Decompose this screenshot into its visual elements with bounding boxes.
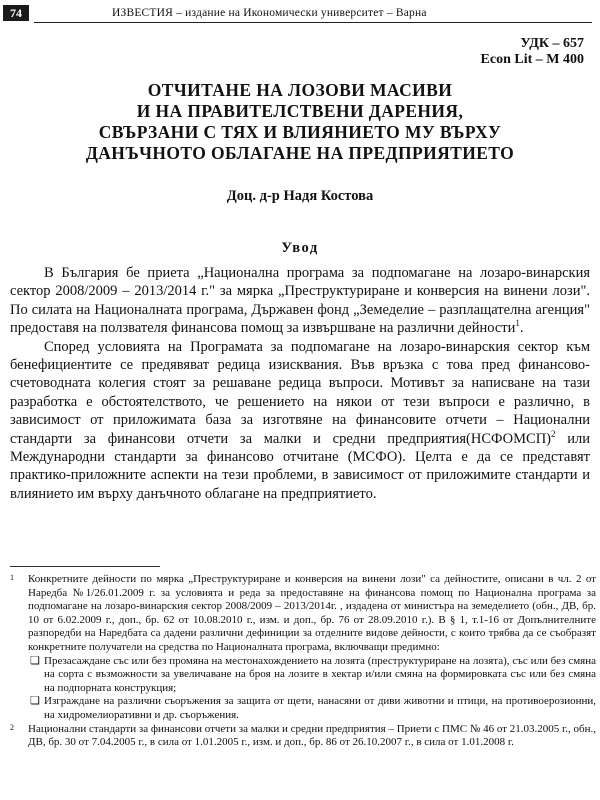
classification-codes (481, 36, 584, 68)
paragraph-2-text-a: Според условията на Програмата за подпомагане на лозаро-винарския сектор към бенефициентите се предявяват редица изисквания. Във връзка с това пред финансово-счетоводната колегия стоят за решаване редица въпроси. Мотивът за написване на тази разработка е обстоятелството, че решението на някои от тези въпроси е различно, в зависимост от приложимата база за изготвяне на финансовите отчети – Национални стандарти за финансови отчети за малки и средни предприятия(НСФОМСП) (10, 338, 590, 447)
footnote-1 (10, 573, 596, 723)
body-text (10, 264, 590, 503)
paragraph-1-end: . (519, 320, 524, 337)
author-name: Доц. д-р Надя Костова (226, 188, 374, 204)
footnote-1-number: 1 (10, 573, 14, 582)
footnote-1-bullets (28, 655, 596, 723)
page-number: 74 (3, 5, 29, 21)
paragraph-2 (10, 338, 590, 504)
paragraph-1-text: В България бе приета „Национална програма за подпомагане на лозаро-винарския сектор 2008/2009 – 2013/2014 г." за мярка „Преструктуриране и конверсия на винени лози". По силата на Националната програма, Държавен фонд „Земеделие – разплащателна агенция" предоставя на ползвателя финансова помощ за извършване на различни дейности (10, 265, 590, 337)
section-heading: Увод (281, 240, 319, 256)
footnote-1-text: Конкретните дейности по мярка „Преструктуриране и конверсия на винени лози" са дейностите, описани в чл. 2 от Наредба №1/26.01.2009 г. за условията и реда за предоставяне на финансова помощ по Национална програма за подпомагане на лозаро-винарския сектор 2008/2009 – 2013/2014г. , издадена от министъра на земеделието (обн., ДВ, бр. 10 от 6.02.2009 г., доп., бр. 62 от 10.08.2010 г., изм. и доп., бр. 76 от 28.09.2010 г.). В § 1, т.1-16 от Допълнителните разпоредби на Наредбата са дадени различни дефиниции за отделните видове дейности, с които трябва да се съобразят конкретните получатели на средства по Националната програма, включващи предимно: (28, 573, 596, 653)
footnote-2 (10, 723, 596, 750)
footnote-rule (10, 566, 160, 567)
running-head: ИЗВЕСТИЯ – издание на Икономически университет – Варна (112, 7, 427, 19)
header-rule (34, 22, 592, 23)
footnote-2-text: Национални стандарти за финансови отчети за малки и средни предприятия – Приети с ПМС № 46 от 21.03.2005 г., обн., ДВ, бр. 30 от 7.04.2005 г., в сила от 1.01.2005 г., изм. и доп., бр. 86 от 26.10.2007 г., в сила от 1.01.2008 г. (28, 722, 596, 749)
bullet-icon: ❏ (30, 695, 40, 708)
econlit-code: Econ Lit – M 400 (480, 52, 584, 67)
title-line: ОТЧИТАНЕ НА ЛОЗОВИ МАСИВИ (147, 80, 453, 100)
footnote-bullet-text: Изграждане на различни съоръжения за защита от щети, нанасяни от диви животни и птици, на противоерозионни, на хидромелиоративни и др. съоръжения. (44, 695, 596, 721)
paragraph-2-text-b: или Международни стандарти за финансово отчитане (МСФО). Целта е да се представят практико-приложните аспекти на тези проблеми, в зависимост от приложимите стандарти и влиянието им върху данъчното облагане на предприятието. (10, 430, 590, 502)
footnote-bullet-item (28, 695, 596, 722)
paragraph-1 (10, 264, 590, 338)
udk-code: УДК – 657 (520, 36, 584, 51)
page-header (0, 4, 600, 22)
footnote-ref-1[interactable]: 1 (515, 318, 520, 329)
footnote-ref-2[interactable]: 2 (551, 428, 556, 439)
title-line: СВЪРЗАНИ С ТЯХ И ВЛИЯНИЕТО МУ ВЪРХУ (98, 122, 502, 142)
title-line: И НА ПРАВИТЕЛСТВЕНИ ДАРЕНИЯ, (136, 101, 464, 121)
bullet-icon: ❏ (30, 654, 40, 667)
footnote-bullet-item (28, 655, 596, 696)
footnote-bullet-text: Презасаждане със или без промяна на местонахождението на лозята (преструктуриране на лозята), със или без смяна на сорта с възможности за увеличаване на броя на лозите в хектар и/или смяна на формировката със или без смяна на подпорната конструкция; (44, 654, 596, 694)
article-title (30, 80, 570, 164)
footnotes (10, 573, 596, 750)
title-line: ДАНЪЧНОТО ОБЛАГАНЕ НА ПРЕДПРИЯТИЕТО (85, 143, 515, 163)
footnote-2-number: 2 (10, 722, 14, 732)
